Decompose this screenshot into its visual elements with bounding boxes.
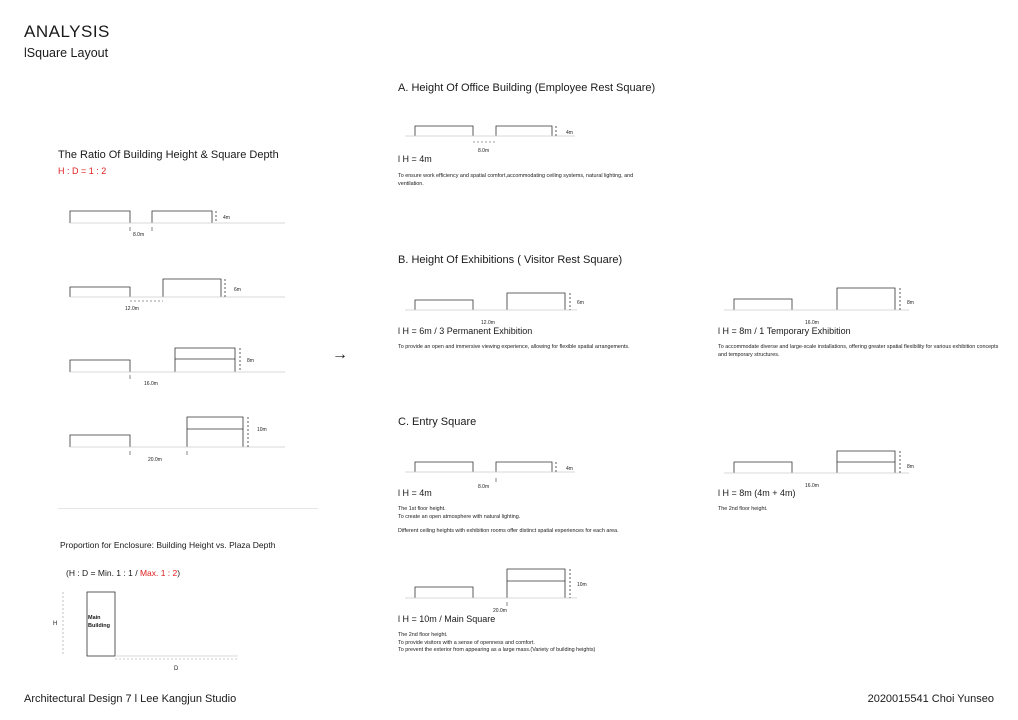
ratio-diagram-8m xyxy=(70,345,300,390)
ratio-depth-label: 12.0m xyxy=(125,306,139,312)
ratio-height-label: 10m xyxy=(257,427,267,433)
section-b-right-value: l H = 8m / 1 Temporary Exhibition xyxy=(718,326,851,336)
section-a-description: To ensure work efficiency and spatial comfort,accommodating ceiling systems, natural lighting, and ventilation. xyxy=(398,173,634,187)
enclosure-formula xyxy=(66,568,180,578)
enclosure-diagram xyxy=(50,590,250,675)
section-b-title: B. Height Of Exhibitions ( Visitor Rest Square) xyxy=(398,254,623,266)
section-b-left-diagram xyxy=(405,288,595,324)
section-c-right-description: The 2nd floor height. xyxy=(718,506,768,512)
section-c-title: C. Entry Square xyxy=(398,416,477,428)
section-b-right-height-label: 8m xyxy=(907,300,914,306)
section-c-left-description-line: Different ceiling heights with exhibition rooms offer distinct spatial experiences for each area. xyxy=(398,528,619,535)
section-c-left-depth-label: 8.0m xyxy=(478,484,490,490)
ratio-title: The Ratio Of Building Height & Square Depth xyxy=(58,149,279,161)
section-a-height-label: 4m xyxy=(566,130,573,136)
section-c-left-diagram xyxy=(405,456,595,490)
section-c-left-description-line: To create an open atmosphere with natural lighting. xyxy=(398,513,521,520)
section-b-left-height-label: 6m xyxy=(577,300,584,306)
section-c-right-depth-label: 16.0m xyxy=(805,483,819,489)
section-c-left-value: l H = 4m xyxy=(398,488,432,498)
ratio-diagram-10m xyxy=(70,415,300,465)
section-c-main-description-line: The 2nd floor height. xyxy=(398,632,448,638)
ratio-height-label: 8m xyxy=(247,358,254,364)
section-c-right-value: l H = 8m (4m + 4m) xyxy=(718,488,796,498)
footer-student: 2020015541 Choi Yunseo xyxy=(867,693,994,705)
section-a-value: l H = 4m xyxy=(398,154,432,164)
section-c-left-description xyxy=(398,506,718,536)
ratio-depth-label: 20.0m xyxy=(148,457,162,463)
divider xyxy=(58,508,318,509)
enclosure-title: Proportion for Enclosure: Building Height vs. Plaza Depth xyxy=(60,540,276,550)
main-building-label: Main Building xyxy=(88,615,110,629)
section-c-main-value: l H = 10m / Main Square xyxy=(398,614,496,624)
ratio-height-label: 4m xyxy=(223,215,230,221)
ratio-diagram-4m xyxy=(70,205,300,245)
ratio-diagram-6m xyxy=(70,275,300,315)
section-b-left-value: l H = 6m / 3 Permanent Exhibition xyxy=(398,326,533,336)
ratio-formula: H : D = 1 : 2 xyxy=(58,166,107,176)
enclosure-formula-prefix: (H : D = Min. 1 : 1 / xyxy=(66,568,140,578)
enclosure-formula-suffix: ) xyxy=(177,568,181,578)
section-a-diagram xyxy=(405,122,595,154)
section-a-title: A. Height Of Office Building (Employee Rest Square) xyxy=(398,82,656,94)
section-b-right-depth-label: 16.0m xyxy=(805,320,819,326)
section-c-right-height-label: 8m xyxy=(907,464,914,470)
enclosure-formula-red: Max. 1 : 2 xyxy=(139,568,178,578)
section-c-left-height-label: 4m xyxy=(566,466,573,472)
ratio-height-label: 6m xyxy=(234,287,241,293)
section-c-main-depth-label: 20.0m xyxy=(493,608,507,614)
page-title: ANALYSIS xyxy=(24,22,110,41)
section-c-main-height-label: 10m xyxy=(577,582,587,588)
section-c-right-diagram xyxy=(724,446,924,492)
section-c-main-description xyxy=(398,632,718,655)
footer-course: Architectural Design 7 l Lee Kangjun Studio xyxy=(24,693,237,705)
section-a-depth-label: 8.0m xyxy=(478,148,490,154)
section-c-main-description-line: To prevent the exterior from appearing as a large mass.(Variety of building heights) xyxy=(398,647,596,654)
ratio-depth-label: 16.0m xyxy=(144,381,158,387)
section-c-main-diagram xyxy=(405,565,595,617)
enclosure-h-label: H xyxy=(53,621,58,627)
section-b-right-diagram xyxy=(724,284,924,324)
enclosure-d-label: D xyxy=(174,666,179,672)
section-c-main-description-line: To provide visitors with a sense of openness and comfort. xyxy=(398,639,535,646)
section-c-left-description-line: The 1st floor height. xyxy=(398,506,446,512)
ratio-depth-label: 8.0m xyxy=(133,232,145,238)
arrow-right-icon: → xyxy=(332,346,348,363)
section-b-left-description: To provide an open and immersive viewing experience, allowing for flexible spatial arrangements. xyxy=(398,344,630,350)
section-b-left-depth-label: 12.0m xyxy=(481,320,495,326)
page-subtitle: lSquare Layout xyxy=(24,46,109,60)
section-b-right-description: To accommodate diverse and large-scale installations, offering greater spatial flexibility for various exhibition concepts and temporary structures. xyxy=(718,344,999,358)
